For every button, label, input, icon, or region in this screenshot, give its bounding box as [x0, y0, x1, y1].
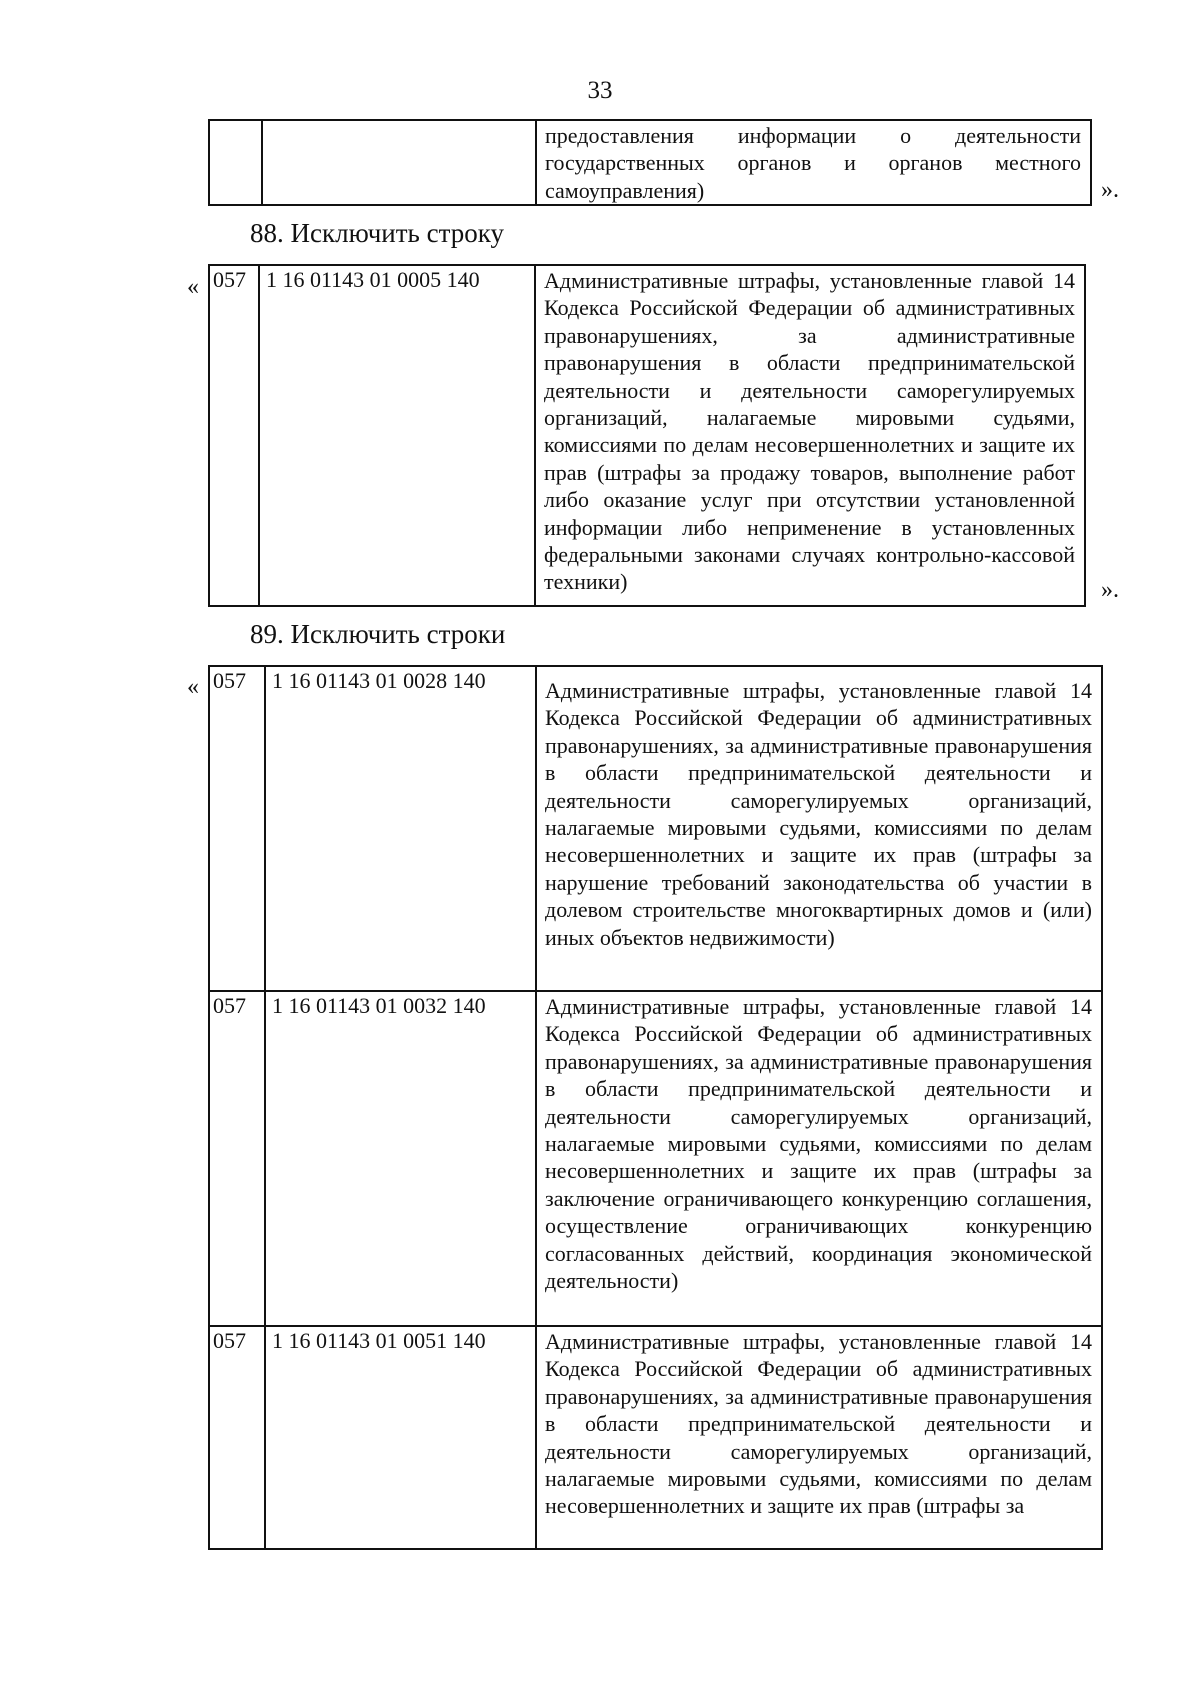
table-row [209, 666, 1102, 991]
description-text: Административные штрафы, установленные главой 14 Кодекса Российской Федерации об административных правонарушениях, за административные правонарушения в области предпринимательской деятельности и деятельности саморегулируемых организаций, налагаемые мировыми судьями, комиссиями по делам несовершеннолетних и защите их прав (штрафы за продажу товаров, выполнение работ либо оказание услуг при отсутствии установленной информации либо неприменение в установленных федеральными законами случаях контрольно-кассовой техники) [544, 268, 1075, 595]
description-text: Административные штрафы, установленные главой 14 Кодекса Российской Федерации об административных правонарушениях, за административные правонарушения в области предпринимательской деятельности и деятельности саморегулируемых организаций, налагаемые мировыми судьями, комиссиями по делам несовершеннолетних и защите их прав (штрафы за нарушение требований законодательства об участии в долевом строительстве многоквартирных домов и (или) иных объектов недвижимости) [545, 678, 1092, 950]
table-row [209, 265, 1085, 606]
kbk-cell: 1 16 01143 01 0005 140 [259, 265, 535, 606]
description-cell [536, 666, 1102, 991]
kbk-cell: 1 16 01143 01 0028 140 [265, 666, 536, 991]
description-text: предоставления информации о деятельности государственных органов и органов местного самоуправления) [545, 123, 1081, 203]
code-cell [209, 120, 262, 205]
description-cell [536, 1326, 1102, 1549]
top-table [208, 119, 1092, 206]
section-heading-88: 88. Исключить строку [250, 218, 504, 248]
page-number: 33 [587, 77, 613, 104]
kbk-cell: 1 16 01143 01 0032 140 [265, 991, 536, 1326]
description-cell [536, 120, 1091, 205]
open-quote: « [187, 274, 199, 300]
description-text: Административные штрафы, установленные главой 14 Кодекса Российской Федерации об административных правонарушениях, за административные правонарушения в области предпринимательской деятельности и деятельности саморегулируемых организаций, налагаемые мировыми судьями, комиссиями по делам несовершеннолетних и защите их прав (штрафы за [545, 1329, 1092, 1519]
description-cell [536, 991, 1102, 1326]
close-quote: ». [1101, 177, 1119, 203]
code-cell: 057 [209, 991, 265, 1326]
kbk-cell: 1 16 01143 01 0051 140 [265, 1326, 536, 1549]
code-cell: 057 [209, 1326, 265, 1549]
kbk-cell [262, 120, 536, 205]
code-cell: 057 [209, 666, 265, 991]
table-row [209, 120, 1091, 205]
description-cell [535, 265, 1085, 606]
close-quote: ». [1101, 577, 1119, 603]
table-row [209, 991, 1102, 1326]
table-section-88 [208, 264, 1086, 607]
open-quote: « [187, 674, 199, 700]
description-text: Административные штрафы, установленные главой 14 Кодекса Российской Федерации об административных правонарушениях, за административные правонарушения в области предпринимательской деятельности и деятельности саморегулируемых организаций, налагаемые мировыми судьями, комиссиями по делам несовершеннолетних и защите их прав (штрафы за заключение ограничивающего конкуренцию соглашения, осуществление ограничивающих конкуренцию согласованных действий, координация экономической деятельности) [545, 994, 1092, 1294]
code-cell: 057 [209, 265, 259, 606]
table-row [209, 1326, 1102, 1549]
table-section-89 [208, 665, 1103, 1550]
section-heading-89: 89. Исключить строки [250, 619, 506, 649]
